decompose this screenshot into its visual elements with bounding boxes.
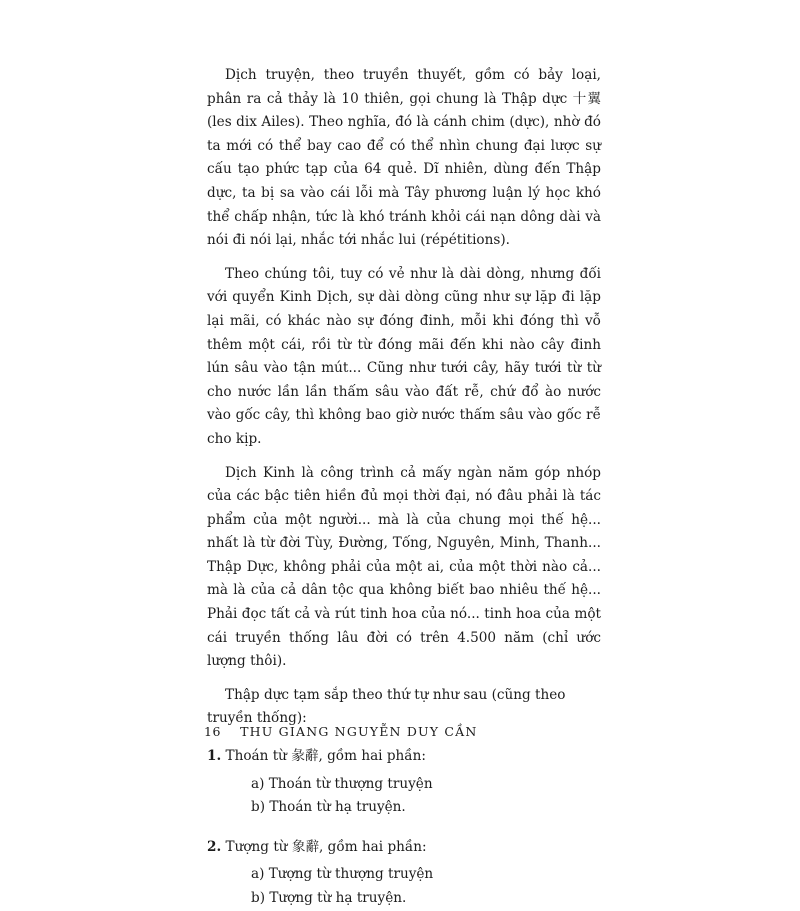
page-number: 16	[204, 724, 221, 739]
running-author: THU GIANG NGUYỄN DUY CẦN	[240, 724, 478, 739]
paragraph-3: Dịch Kinh là công trình cả mấy ngàn năm góp nhóp của các bậc tiên hiền đủ mọi thời đại, nó đâu phải là tác phẩm của một người... mà là của chung mọi thế hệ... nhất là từ đời Tùy, Đường, Tống, Nguyên, Minh, Thanh... Thập Dực, không phải của một ai, của một thời nào cả... mà là của cả dân tộc qua không biết bao nhiêu thế hệ... Phải đọc tất cả và rút tinh hoa của nó... tinh hoa của một cái truyền thống lâu đời có trên 4.500 năm (chỉ ước lượng thôi).	[207, 464, 601, 670]
list-subitem: a) Tượng từ thượng truyện	[251, 866, 434, 883]
list-item-heading	[207, 836, 601, 860]
list-heading-text: Thoán từ 彖辭, gồm hai phần:	[225, 748, 426, 765]
paragraph-2: Theo chúng tôi, tuy có vẻ như là dài dòng, nhưng đối với quyển Kinh Dịch, sự dài dòng cũng như sự lặp đi lặp lại mãi, có khác nào sự đóng đinh, mỗi khi đóng thì vỗ thêm một cái, rồi từ từ đóng mãi đến khi nào cây đinh lún sâu vào tận mút... Cũng như tưới cây, hãy tưới từ từ cho nước lần lần thấm sâu vào đất rễ, chứ đổ ào nước vào gốc cây, thì không bao giờ nước thấm sâu vào gốc rễ cho kịp.	[207, 265, 601, 447]
intro-line: Thập dực tạm sắp theo thứ tự như sau (cũng theo truyền thống):	[207, 686, 566, 727]
page-footer	[204, 724, 478, 739]
list-heading-text: Tượng từ 象辭, gồm hai phần:	[225, 838, 427, 855]
list-number: 1.	[207, 748, 222, 765]
list-subitem: b) Tượng từ hạ truyện.	[251, 890, 407, 906]
list-item-heading	[207, 745, 601, 769]
list-subitem: a) Thoán từ thượng truyện	[251, 775, 433, 792]
body-text	[207, 64, 601, 911]
paragraph-1: Dịch truyện, theo truyền thuyết, gồm có bảy loại, phân ra cả thảy là 10 thiên, gọi chung là Thập dực 十翼 (les dix Ailes). Theo nghĩa, đó là cánh chim (dực), nhờ đó ta mới có thể bay cao để có thể nhìn chung đại lược sự cấu tạo phức tạp của 64 quẻ. Dĩ nhiên, dùng đến Thập dực, ta bị sa vào cái lỗi mà Tây phương luận lý học khó thể chấp nhận, tức là khó tránh khỏi cái nạn dông dài và nói đi nói lại, nhắc tới nhắc lui (répétitions).	[207, 67, 601, 249]
list-subitem: b) Thoán từ hạ truyện.	[251, 799, 406, 816]
list-number: 2.	[207, 838, 222, 855]
